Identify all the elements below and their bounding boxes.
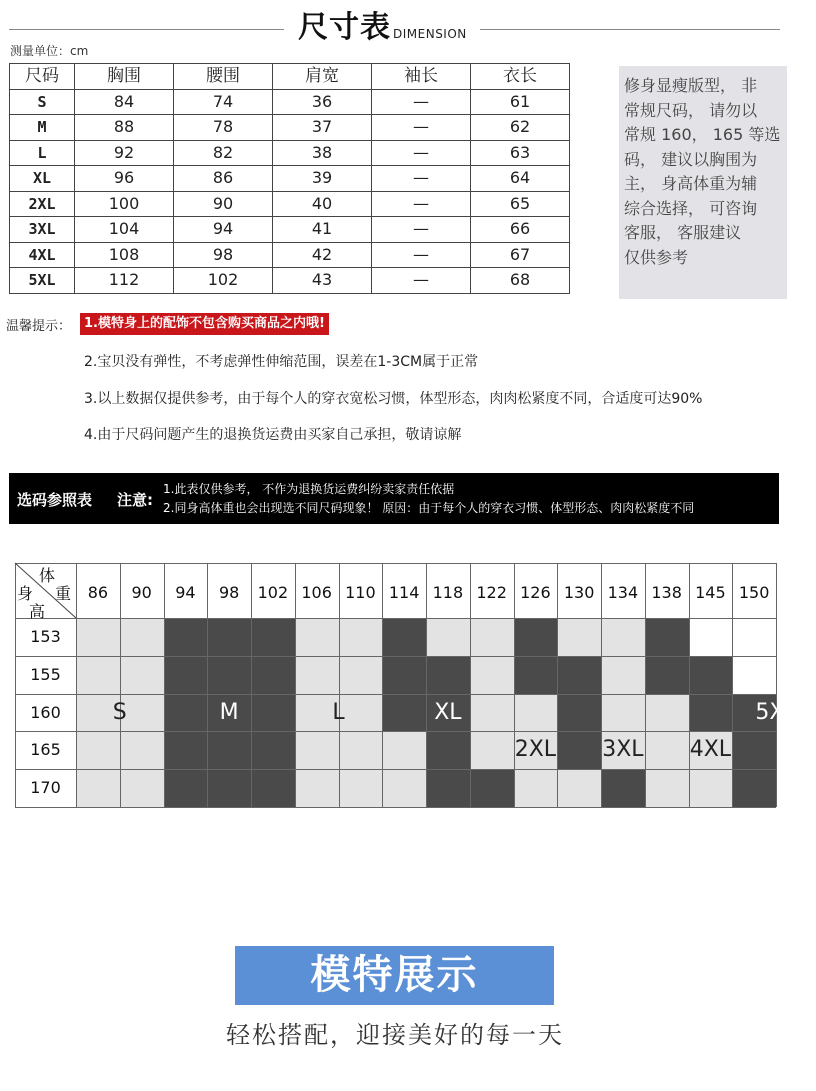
grid-cell bbox=[645, 694, 689, 732]
grid-cell bbox=[382, 769, 426, 807]
table-row bbox=[10, 140, 570, 166]
header-divider-left bbox=[9, 29, 284, 30]
table-cell: 40 bbox=[273, 191, 372, 217]
grid-cell bbox=[601, 618, 645, 656]
zone-label-l: L bbox=[332, 699, 345, 725]
grid-cell bbox=[557, 694, 601, 732]
grid-cell bbox=[557, 656, 601, 694]
table-row bbox=[10, 89, 570, 115]
grid-cell bbox=[732, 769, 776, 807]
grid-line bbox=[15, 618, 776, 619]
note-line: 仅供参考 bbox=[624, 247, 689, 267]
table-cell: 88 bbox=[75, 115, 174, 141]
header-divider-right bbox=[480, 29, 780, 30]
size-label: S bbox=[10, 89, 75, 115]
size-label: M bbox=[10, 115, 75, 141]
grid-cell bbox=[470, 618, 514, 656]
table-cell: — bbox=[372, 140, 471, 166]
grid-cell bbox=[295, 769, 339, 807]
height-header: 153 bbox=[30, 627, 61, 646]
zone-label-m: M bbox=[219, 699, 239, 725]
unit-label: 测量单位：cm bbox=[10, 44, 89, 58]
banner-title: 选码参照表 bbox=[17, 491, 93, 509]
grid-cell bbox=[120, 618, 164, 656]
weight-header: 114 bbox=[388, 583, 420, 602]
table-cell: 38 bbox=[273, 140, 372, 166]
grid-cell bbox=[382, 618, 426, 656]
table-cell: 98 bbox=[174, 242, 273, 268]
model-display-banner: 模特展示 bbox=[235, 946, 554, 1005]
size-label: 2XL bbox=[10, 191, 75, 217]
table-row bbox=[10, 268, 570, 294]
table-cell: 61 bbox=[471, 89, 570, 115]
size-table bbox=[9, 63, 570, 294]
grid-line bbox=[15, 731, 776, 732]
table-row bbox=[10, 217, 570, 243]
table-cell: 39 bbox=[273, 166, 372, 192]
corner-label-right: 重 bbox=[55, 584, 72, 603]
table-cell: 37 bbox=[273, 115, 372, 141]
zone-label-5xl: 5XL bbox=[755, 699, 797, 725]
grid-cell bbox=[426, 656, 470, 694]
grid-line bbox=[15, 694, 776, 695]
grid-cell bbox=[207, 618, 251, 656]
grid-cell bbox=[295, 731, 339, 769]
table-row bbox=[10, 166, 570, 192]
note-line: 综合选择， 可咨询 bbox=[624, 198, 758, 218]
size-table-header bbox=[10, 64, 570, 90]
grid-line bbox=[15, 769, 776, 770]
weight-header: 126 bbox=[520, 583, 551, 602]
banner-note-1: 1.此表仅供参考， 不作为退换货运费纠纷卖家责任依据 bbox=[163, 482, 455, 496]
grid-cell bbox=[601, 694, 645, 732]
weight-header: 86 bbox=[87, 583, 109, 602]
grid-cell bbox=[339, 656, 383, 694]
table-cell: 36 bbox=[273, 89, 372, 115]
corner-label-top: 体 bbox=[39, 566, 56, 585]
table-cell: 82 bbox=[174, 140, 273, 166]
page-subtitle: DIMENSION bbox=[393, 27, 467, 41]
grid-cell bbox=[514, 694, 558, 732]
grid-cell bbox=[601, 656, 645, 694]
grid-cell bbox=[601, 769, 645, 807]
table-cell: 42 bbox=[273, 242, 372, 268]
grid-cell bbox=[251, 769, 295, 807]
weight-header: 106 bbox=[301, 583, 332, 602]
corner-label-left: 身 bbox=[17, 584, 34, 603]
tip-accessories: 1.模特身上的配饰不包含购买商品之内哦! bbox=[80, 313, 329, 335]
weight-header: 98 bbox=[218, 583, 240, 602]
table-cell: — bbox=[372, 217, 471, 243]
grid-cell bbox=[251, 618, 295, 656]
table-cell: 41 bbox=[273, 217, 372, 243]
grid-cell bbox=[76, 618, 120, 656]
grid-cell bbox=[382, 731, 426, 769]
grid-cell bbox=[557, 769, 601, 807]
note-line: 修身显瘦版型， 非 bbox=[624, 76, 758, 95]
grid-cell bbox=[164, 731, 208, 769]
tip-elasticity: 2.宝贝没有弹性，不考虑弹性伸缩范围，误差在1-3CM属于正常 bbox=[84, 354, 479, 370]
grid-cell bbox=[426, 731, 470, 769]
table-cell: 94 bbox=[174, 217, 273, 243]
zone-label-xl: XL bbox=[434, 699, 462, 725]
tip-reference: 3.以上数据仅提供参考，由于每个人的穿衣宽松习惯，体型形态，肉肉松紧度不同，合适度可达90% bbox=[84, 391, 703, 407]
grid-cell bbox=[689, 618, 733, 656]
table-cell: 62 bbox=[471, 115, 570, 141]
table-cell: — bbox=[372, 242, 471, 268]
grid-cell bbox=[76, 731, 120, 769]
zone-label-3xl: 3XL bbox=[602, 737, 644, 763]
grid-line bbox=[15, 807, 776, 808]
column-header: 袖长 bbox=[372, 64, 471, 90]
grid-cell bbox=[295, 656, 339, 694]
zone-label-s: S bbox=[112, 699, 127, 725]
grid-cell bbox=[382, 656, 426, 694]
grid-cell bbox=[339, 618, 383, 656]
selection-banner bbox=[9, 473, 779, 524]
table-cell: — bbox=[372, 89, 471, 115]
table-cell: 102 bbox=[174, 268, 273, 294]
grid-cell bbox=[251, 656, 295, 694]
grid-cell bbox=[426, 618, 470, 656]
grid-cell bbox=[164, 656, 208, 694]
grid-line bbox=[15, 656, 776, 657]
size-label: L bbox=[10, 140, 75, 166]
table-cell: 64 bbox=[471, 166, 570, 192]
table-cell: 74 bbox=[174, 89, 273, 115]
weight-header: 94 bbox=[175, 583, 196, 602]
grid-cell bbox=[689, 656, 733, 694]
table-row bbox=[10, 191, 570, 217]
table-cell: 84 bbox=[75, 89, 174, 115]
grid-cell bbox=[470, 656, 514, 694]
grid-cell bbox=[689, 769, 733, 807]
weight-header: 122 bbox=[476, 583, 507, 602]
table-cell: 112 bbox=[75, 268, 174, 294]
table-cell: — bbox=[372, 191, 471, 217]
table-cell: 104 bbox=[75, 217, 174, 243]
table-cell: 65 bbox=[471, 191, 570, 217]
banner-note-label: 注意: bbox=[117, 491, 153, 509]
corner-label-bottom: 高 bbox=[29, 602, 46, 621]
grid-cell bbox=[120, 731, 164, 769]
table-cell: 43 bbox=[273, 268, 372, 294]
grid-cell bbox=[645, 618, 689, 656]
tip-shipping: 4.由于尺码问题产生的退换货运费由买家自己承担，敬请谅解 bbox=[84, 427, 462, 443]
table-cell: 100 bbox=[75, 191, 174, 217]
grid-cell bbox=[207, 769, 251, 807]
note-line: 客服， 客服建议 bbox=[624, 223, 742, 242]
grid-cell bbox=[514, 656, 558, 694]
size-selection-chart bbox=[15, 563, 797, 807]
grid-cell bbox=[295, 618, 339, 656]
table-cell: 86 bbox=[174, 166, 273, 192]
size-label: XL bbox=[10, 166, 75, 192]
grid-cell bbox=[689, 694, 733, 732]
grid-line bbox=[15, 563, 776, 564]
grid-cell bbox=[120, 656, 164, 694]
table-row bbox=[10, 115, 570, 141]
height-header: 170 bbox=[30, 778, 61, 798]
table-cell: — bbox=[372, 166, 471, 192]
grid-cell bbox=[207, 731, 251, 769]
note-line: 主， 身高体重为辅 bbox=[624, 174, 758, 193]
grid-cell bbox=[339, 731, 383, 769]
grid-cell bbox=[207, 656, 251, 694]
grid-cell bbox=[470, 769, 514, 807]
column-header: 胸围 bbox=[75, 64, 174, 90]
table-cell: 67 bbox=[471, 242, 570, 268]
table-cell: — bbox=[372, 268, 471, 294]
grid-cell bbox=[76, 769, 120, 807]
zone-label-2xl: 2XL bbox=[514, 737, 557, 763]
grid-cell bbox=[339, 769, 383, 807]
grid-cell bbox=[645, 769, 689, 807]
weight-header: 90 bbox=[131, 583, 152, 602]
banner-note-2: 2.同身高体重也会出现选不同尺码现象！ 原因：由于每个人的穿衣习惯、体型形态、肉肉松紧度不同 bbox=[163, 501, 695, 515]
table-cell: 108 bbox=[75, 242, 174, 268]
size-advice-note bbox=[619, 66, 787, 299]
height-header: 165 bbox=[30, 740, 61, 760]
table-cell: 96 bbox=[75, 166, 174, 192]
grid-cell bbox=[120, 769, 164, 807]
slogan: 轻松搭配，迎接美好的每一天 bbox=[226, 1021, 564, 1049]
size-label: 5XL bbox=[10, 268, 75, 294]
table-cell: — bbox=[372, 115, 471, 141]
weight-header: 110 bbox=[345, 583, 376, 602]
page-title: 尺寸表 bbox=[298, 10, 391, 45]
grid-cell bbox=[76, 656, 120, 694]
grid-cell bbox=[164, 618, 208, 656]
tips-label: 温馨提示： bbox=[6, 319, 72, 334]
grid-cell bbox=[251, 731, 295, 769]
weight-header: 130 bbox=[563, 583, 595, 602]
height-header: 155 bbox=[30, 664, 61, 684]
height-header: 160 bbox=[30, 702, 61, 722]
grid-cell bbox=[732, 618, 776, 656]
table-cell: 68 bbox=[471, 268, 570, 294]
table-cell: 92 bbox=[75, 140, 174, 166]
column-header: 衣长 bbox=[471, 64, 570, 90]
grid-cell bbox=[164, 769, 208, 807]
weight-header: 138 bbox=[651, 583, 682, 602]
weight-header: 118 bbox=[432, 583, 464, 602]
grid-cell bbox=[514, 618, 558, 656]
note-line: 常规尺码， 请勿以 bbox=[624, 100, 758, 120]
column-header: 腰围 bbox=[174, 64, 273, 90]
grid-cell bbox=[514, 769, 558, 807]
note-line: 码， 建议以胸围为 bbox=[624, 149, 758, 169]
zone-label-4xl: 4XL bbox=[689, 737, 732, 763]
table-cell: 63 bbox=[471, 140, 570, 166]
grid-cell bbox=[645, 656, 689, 694]
size-label: 4XL bbox=[10, 242, 75, 268]
column-header: 肩宽 bbox=[273, 64, 372, 90]
grid-cell bbox=[557, 618, 601, 656]
table-cell: 78 bbox=[174, 115, 273, 141]
size-label: 3XL bbox=[10, 217, 75, 243]
column-header: 尺码 bbox=[10, 64, 75, 90]
grid-line bbox=[776, 563, 777, 807]
weight-header: 102 bbox=[257, 583, 289, 602]
table-cell: 90 bbox=[174, 191, 273, 217]
note-line: 常规 160， 165 等选 bbox=[624, 125, 781, 144]
weight-header: 134 bbox=[607, 583, 639, 602]
grid-cell bbox=[426, 769, 470, 807]
table-cell: 66 bbox=[471, 217, 570, 243]
grid-cell bbox=[732, 656, 776, 694]
table-row bbox=[10, 242, 570, 268]
weight-header: 150 bbox=[738, 583, 770, 602]
weight-header: 145 bbox=[695, 583, 726, 602]
